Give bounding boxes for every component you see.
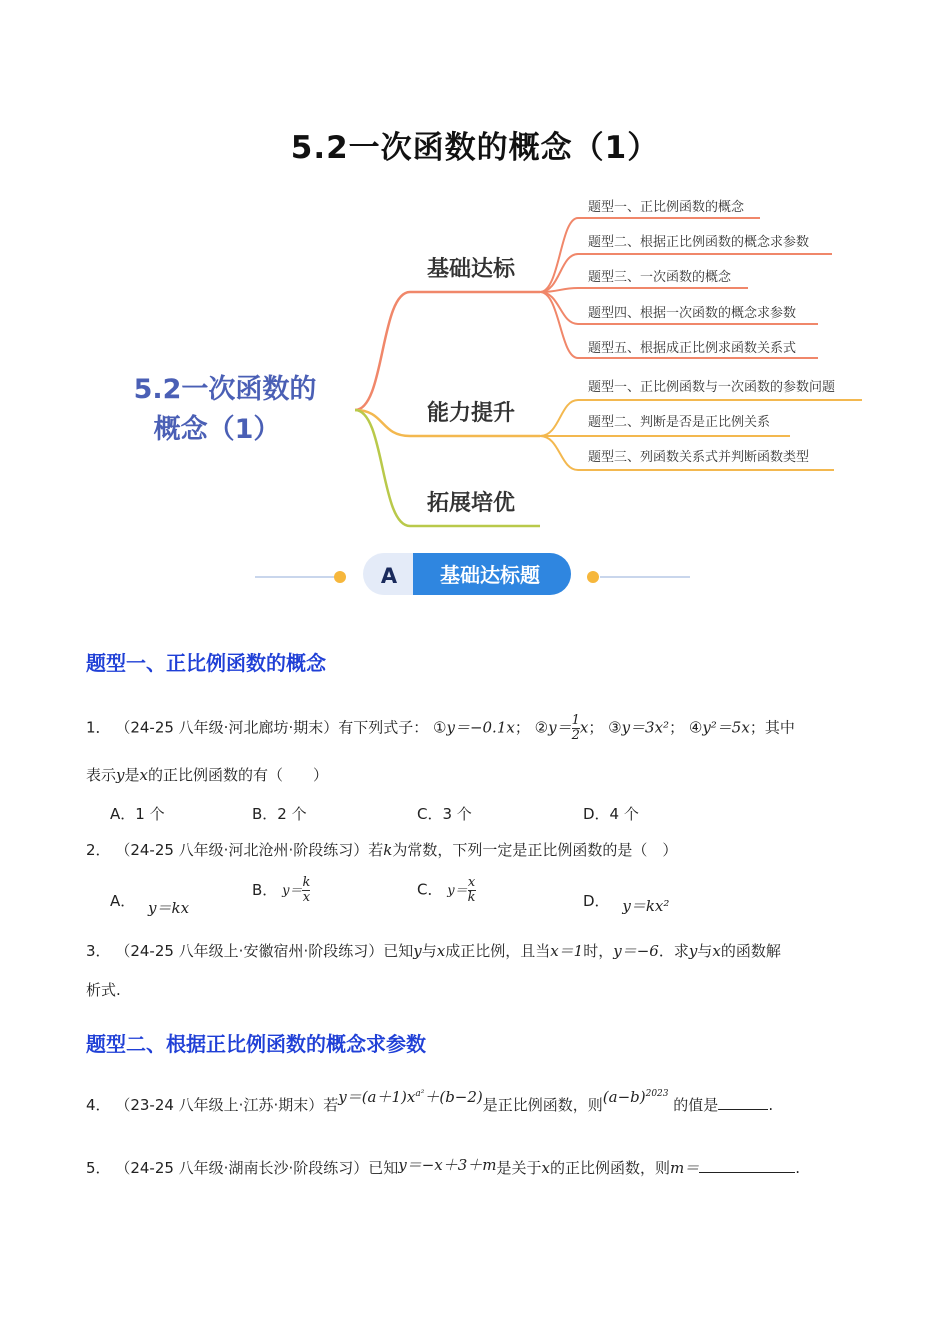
q4-expr2-exp: 2023 — [645, 1089, 669, 1099]
q1-sep-3: ； — [669, 718, 685, 737]
q5-end: . — [795, 1159, 801, 1177]
q2-choice-c — [417, 876, 476, 904]
mindmap-branch-advance: 能力提升 — [427, 401, 516, 426]
q2-choice-b-label: B． — [252, 880, 278, 899]
q5-source: （24-25 八年级·湖南长沙·阶段练习）已知 — [115, 1159, 399, 1177]
q2-choice-d — [583, 890, 670, 915]
mindmap-center-line2: 概念（1） — [153, 414, 281, 445]
q1-formula-1: y＝−0.1x — [446, 718, 515, 737]
q2-c-den: k — [467, 889, 476, 905]
question-2 — [86, 840, 677, 861]
mind-map — [0, 188, 950, 538]
q4-expr-post: ＋(b−2) — [424, 1088, 483, 1106]
q2-source: （24-25 八年级·河北沧州·阶段练习）若 — [115, 841, 384, 859]
page-title: 5.2一次函数的概念（1） — [290, 130, 660, 166]
banner-dot-left — [334, 571, 346, 583]
q2-k: k — [383, 841, 393, 859]
banner-letter: A — [380, 564, 398, 588]
q2-b-num: k — [302, 875, 311, 890]
q2-choice-b-fraction — [302, 876, 310, 904]
question-5 — [86, 1158, 800, 1179]
q5-x: x — [541, 1159, 550, 1177]
q4-expr-pre: y＝(a＋1)x — [338, 1088, 416, 1106]
q2-choice-d-expr: y＝kx² — [622, 897, 670, 915]
q2-choice-a — [110, 890, 190, 917]
q1-line2-c: 的正比例函数的有（ ） — [147, 766, 328, 784]
q1-line2-a: 表示 — [86, 766, 117, 784]
q5-number: 5． — [86, 1159, 111, 1177]
q3-x1: x — [436, 942, 446, 960]
q3-source: （24-25 八年级上·安徽宿州·阶段练习）已知 — [115, 942, 414, 960]
q2-c-num: x — [467, 875, 476, 890]
question-1-line2 — [86, 765, 328, 786]
q1-number: 1． — [86, 718, 111, 737]
q2-choice-b — [252, 876, 310, 904]
q3-cond1: x＝1 — [550, 942, 584, 960]
q2-choice-c-label: C． — [417, 880, 443, 899]
q1-formula-2-x: x — [579, 718, 589, 737]
q1-source: （24-25 八年级·河北廊坊·期末）有下列式子： — [115, 718, 429, 737]
q3-y1: y — [413, 942, 422, 960]
q1-line2-y: y — [116, 766, 125, 784]
q3-y2: y — [688, 942, 698, 960]
q4-expr-exp: a² — [415, 1089, 425, 1099]
q2-number: 2． — [86, 841, 111, 859]
q3-t5: 与 — [697, 942, 713, 960]
q4-end: . — [768, 1096, 774, 1114]
q2-choice-a-label: A． — [110, 892, 136, 910]
q1-formula-4: y²＝5x — [702, 718, 750, 737]
q2-tail: 为常数，下列一定是正比例函数的是（ ） — [392, 841, 678, 859]
section-heading-1: 题型一、正比例函数的概念 — [86, 651, 326, 675]
q1-line2-b: 是 — [124, 766, 140, 784]
q1-formula-3: y＝3x² — [621, 718, 670, 737]
q2-choice-c-pre: y＝ — [447, 883, 468, 899]
q4-expression-2 — [603, 1088, 669, 1106]
question-4 — [86, 1088, 774, 1116]
q2-choice-c-fraction — [468, 876, 476, 904]
q2-b-den: x — [302, 889, 311, 905]
q5-answer-blank[interactable] — [699, 1158, 795, 1173]
mindmap-leaf-basic-5: 题型五、根据成正比例求函数关系式 — [588, 341, 797, 356]
q1-choice-c: C．3 个 — [417, 805, 472, 823]
q5-expression: y＝−x＋3＋m — [398, 1156, 497, 1174]
q1-mark-1: ① — [433, 718, 447, 737]
section-banner — [250, 550, 700, 600]
mindmap-leaf-basic-3: 题型三、一次函数的概念 — [588, 270, 732, 285]
question-1 — [86, 714, 795, 742]
q1-tail: ；其中 — [749, 718, 795, 737]
q5-t2: 的正比例函数，则 — [550, 1159, 671, 1177]
q4-number: 4． — [86, 1096, 111, 1114]
q1-formula-2-fraction — [572, 714, 580, 742]
mindmap-leaf-advance-2: 题型二、判断是否是正比例关系 — [588, 415, 771, 430]
q4-source: （23-24 八年级上·江苏·期末）若 — [115, 1096, 339, 1114]
q2-choice-b-pre: y＝ — [282, 883, 303, 899]
banner-label: 基础达标题 — [440, 563, 540, 587]
mindmap-leaf-advance-1: 题型一、正比例函数与一次函数的参数问题 — [588, 380, 836, 395]
q3-t2: 成正比例，且当 — [445, 942, 551, 960]
q2-choice-a-expr: y＝kx — [148, 899, 190, 917]
q3-t1: 与 — [421, 942, 437, 960]
q3-t6: 的函数解 — [720, 942, 781, 960]
q4-answer-blank[interactable] — [718, 1095, 768, 1110]
banner-dot-right — [587, 571, 599, 583]
q4-t2: 的值是 — [673, 1096, 719, 1114]
mindmap-leaf-basic-2: 题型二、根据正比例函数的概念求参数 — [588, 235, 810, 250]
mindmap-branch-basic: 基础达标 — [427, 257, 516, 282]
q4-expression — [338, 1088, 483, 1106]
branch-line-basic — [355, 292, 540, 410]
q1-line2-x: x — [139, 766, 148, 784]
q1-frac-num: 1 — [571, 713, 580, 728]
q1-sep-1: ； — [514, 718, 530, 737]
question-3-line2: 析式. — [86, 981, 121, 999]
q3-number: 3． — [86, 942, 111, 960]
q3-t4: ．求 — [658, 942, 689, 960]
q3-cond2: y＝−6 — [613, 942, 659, 960]
question-3 — [86, 941, 781, 962]
q2-choice-d-label: D． — [583, 892, 610, 910]
q1-frac-den: 2 — [571, 727, 580, 743]
mindmap-leaf-advance-3: 题型三、列函数关系式并判断函数类型 — [588, 450, 810, 465]
mindmap-branch-extend: 拓展培优 — [427, 491, 516, 516]
q5-m: m＝ — [670, 1159, 700, 1177]
q1-mark-4: ④ — [688, 718, 703, 737]
q1-mark-2: ② — [534, 718, 549, 737]
q1-mark-3: ③ — [608, 718, 622, 737]
q3-t3: 时， — [583, 942, 614, 960]
q4-expr2: (a−b) — [602, 1088, 646, 1106]
q1-sep-2: ； — [588, 718, 604, 737]
q1-choice-a: A．1 个 — [110, 805, 165, 823]
q4-t1: 是正比例函数，则 — [482, 1096, 603, 1114]
q1-choice-d: D．4 个 — [583, 805, 639, 823]
mindmap-leaf-basic-1: 题型一、正比例函数的概念 — [588, 200, 745, 215]
q5-t1: 是关于 — [496, 1159, 542, 1177]
q1-formula-2-pre: y＝ — [548, 718, 572, 737]
q1-choice-b: B．2 个 — [252, 805, 307, 823]
q3-x2: x — [712, 942, 721, 960]
mindmap-leaf-basic-4: 题型四、根据一次函数的概念求参数 — [588, 306, 797, 321]
mindmap-center-line1: 5.2一次函数的 — [133, 374, 317, 405]
section-heading-2: 题型二、根据正比例函数的概念求参数 — [86, 1032, 426, 1056]
